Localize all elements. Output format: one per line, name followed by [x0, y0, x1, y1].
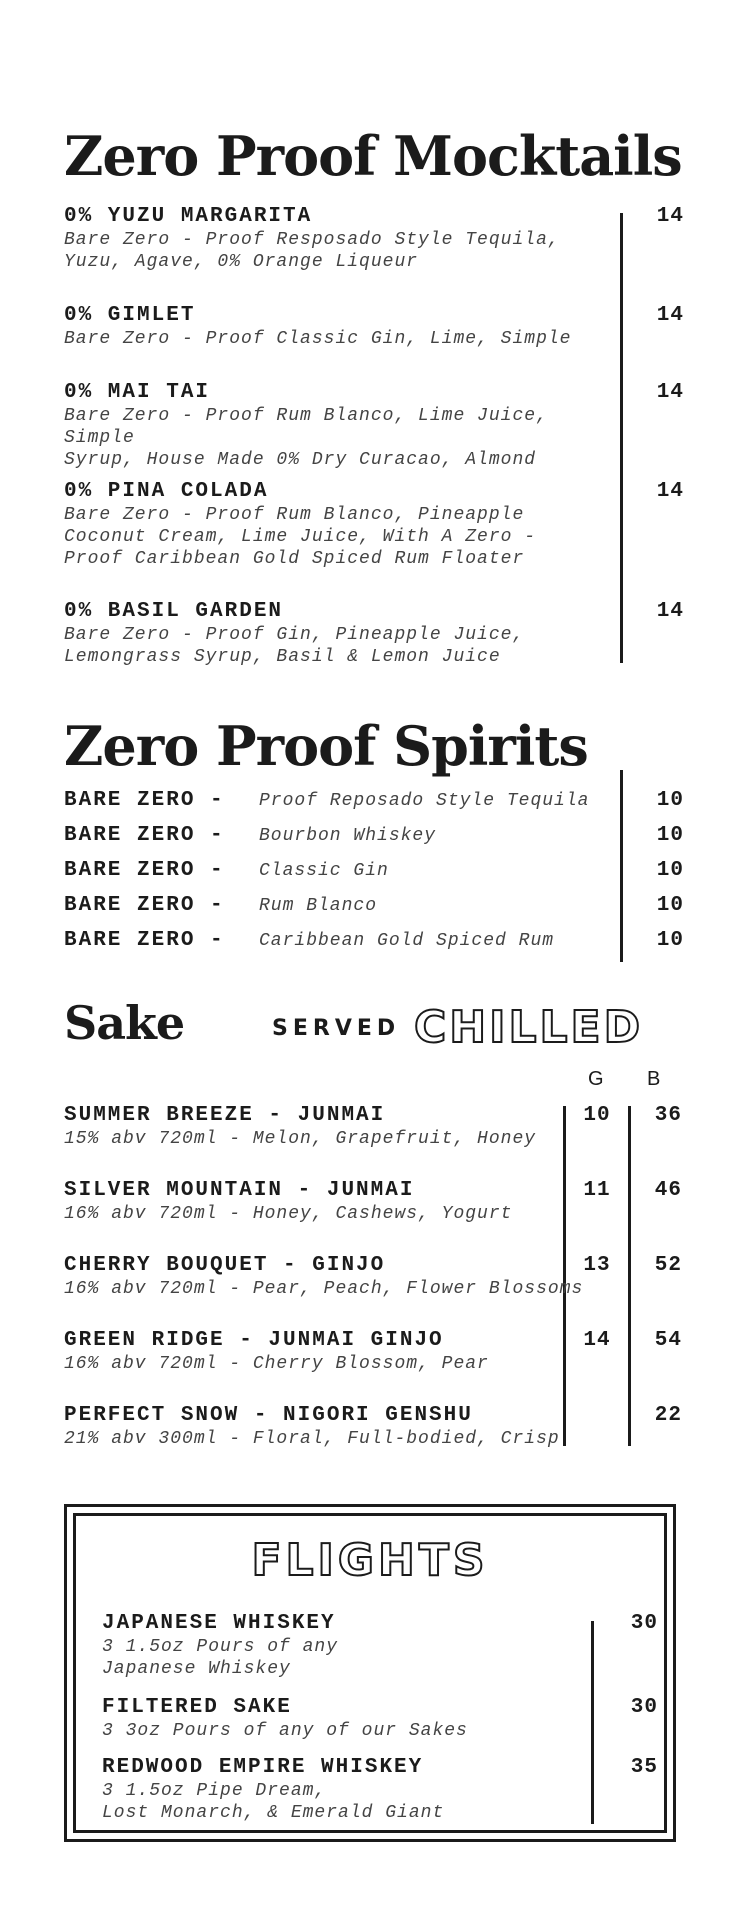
- item-description: Syrup, House Made 0% Dry Curacao, Almond: [64, 450, 537, 470]
- item-description: 3 3oz Pours of any of our Sakes: [102, 1721, 468, 1741]
- item-description: Caribbean Gold Spiced Rum: [259, 931, 555, 951]
- item-price: 14: [656, 205, 684, 228]
- bottle-price: 36: [654, 1104, 682, 1127]
- spirits-list: [64, 789, 684, 964]
- item-name: BARE ZERO -: [64, 789, 225, 812]
- menu-item: [64, 304, 684, 381]
- item-name: BARE ZERO -: [64, 929, 225, 952]
- item-description: Bourbon Whiskey: [259, 826, 437, 846]
- flights-box: [64, 1504, 676, 1842]
- item-name: REDWOOD EMPIRE WHISKEY: [102, 1756, 424, 1779]
- item-name: CHERRY BOUQUET - GINJO: [64, 1254, 386, 1277]
- item-description: 3 1.5oz Pours of any: [102, 1637, 339, 1657]
- item-price: 30: [630, 1696, 658, 1719]
- glass-column-header: G: [588, 1068, 604, 1090]
- glass-price: 10: [583, 1104, 611, 1127]
- menu-item: [64, 1329, 684, 1404]
- item-name: BARE ZERO -: [64, 859, 225, 882]
- item-price: 14: [656, 480, 684, 503]
- menu-item: [64, 1404, 684, 1479]
- mocktails-section-title: Zero Proof Mocktails: [64, 124, 682, 188]
- menu-item: [102, 1756, 658, 1826]
- item-price: 14: [656, 600, 684, 623]
- item-name: PERFECT SNOW - NIGORI GENSHU: [64, 1404, 473, 1427]
- bottle-price: 22: [654, 1404, 682, 1427]
- item-description: 3 1.5oz Pipe Dream,: [102, 1781, 327, 1801]
- sake-section-title: Sake: [64, 996, 185, 1050]
- item-name: 0% MAI TAI: [64, 381, 211, 404]
- flights-inner-border: [73, 1513, 667, 1833]
- item-price: 10: [656, 824, 684, 847]
- item-name: GREEN RIDGE - JUNMAI GINJO: [64, 1329, 444, 1352]
- item-name: 0% YUZU MARGARITA: [64, 205, 313, 228]
- menu-item: [64, 929, 684, 964]
- menu-item: [64, 205, 684, 304]
- glass-price: 14: [583, 1329, 611, 1352]
- served-label: SERVED: [272, 1016, 401, 1041]
- item-description: Coconut Cream, Lime Juice, With A Zero -: [64, 527, 537, 547]
- menu-item: [64, 1179, 684, 1254]
- mocktails-list: [64, 205, 684, 670]
- item-price: 30: [630, 1612, 658, 1635]
- item-description: Bare Zero - Proof Classic Gin, Lime, Simple: [64, 329, 572, 349]
- menu-item: [64, 1254, 684, 1329]
- item-description: Japanese Whiskey: [102, 1659, 291, 1679]
- item-price: 14: [656, 381, 684, 404]
- item-description: 16% abv 720ml - Honey, Cashews, Yogurt: [64, 1204, 513, 1224]
- item-description: Rum Blanco: [259, 896, 378, 916]
- item-description: Bare Zero - Proof Gin, Pineapple Juice,: [64, 625, 525, 645]
- glass-price: 13: [583, 1254, 611, 1277]
- bottle-price: 46: [654, 1179, 682, 1202]
- item-description: 16% abv 720ml - Pear, Peach, Flower Blossoms: [64, 1279, 584, 1299]
- flights-list: [102, 1612, 658, 1826]
- item-name: BARE ZERO -: [64, 824, 225, 847]
- item-description: Bare Zero - Proof Rum Blanco, Pineapple: [64, 505, 525, 525]
- glass-price: 11: [583, 1179, 611, 1202]
- item-description: Lemongrass Syrup, Basil & Lemon Juice: [64, 647, 501, 667]
- menu-item: [64, 381, 684, 480]
- item-description: Classic Gin: [259, 861, 389, 881]
- bottle-price: 52: [654, 1254, 682, 1277]
- item-description: 15% abv 720ml - Melon, Grapefruit, Honey: [64, 1129, 537, 1149]
- bottle-column-header: B: [647, 1068, 661, 1090]
- menu-item: [64, 789, 684, 824]
- menu-item: [64, 600, 684, 670]
- bottle-price: 54: [654, 1329, 682, 1352]
- menu-item: [64, 824, 684, 859]
- item-name: SILVER MOUNTAIN - JUNMAI: [64, 1179, 415, 1202]
- menu-item: [102, 1612, 658, 1696]
- menu-item: [64, 859, 684, 894]
- item-price: 10: [656, 894, 684, 917]
- flights-title: FLIGHTS: [251, 1535, 489, 1586]
- sake-list: [64, 1104, 684, 1479]
- chilled-label: CHILLED: [414, 1002, 644, 1053]
- item-name: SUMMER BREEZE - JUNMAI: [64, 1104, 386, 1127]
- menu-item: [64, 1104, 684, 1179]
- menu-item: [102, 1696, 658, 1756]
- item-price: 10: [656, 859, 684, 882]
- item-name: 0% PINA COLADA: [64, 480, 269, 503]
- item-name: FILTERED SAKE: [102, 1696, 292, 1719]
- item-name: 0% GIMLET: [64, 304, 196, 327]
- item-price: 10: [656, 929, 684, 952]
- item-description: Proof Reposado Style Tequila: [259, 791, 590, 811]
- item-price: 10: [656, 789, 684, 812]
- item-description: Proof Caribbean Gold Spiced Rum Floater: [64, 549, 525, 569]
- spirits-section-title: Zero Proof Spirits: [64, 714, 588, 778]
- item-name: BARE ZERO -: [64, 894, 225, 917]
- item-price: 14: [656, 304, 684, 327]
- item-description: Yuzu, Agave, 0% Orange Liqueur: [64, 252, 419, 272]
- item-name: JAPANESE WHISKEY: [102, 1612, 336, 1635]
- item-price: 35: [630, 1756, 658, 1779]
- item-description: 21% abv 300ml - Floral, Full-bodied, Crisp: [64, 1429, 560, 1449]
- item-description: Bare Zero - Proof Rum Blanco, Lime Juice, Simple: [64, 406, 548, 448]
- item-description: Lost Monarch, & Emerald Giant: [102, 1803, 445, 1823]
- item-description: Bare Zero - Proof Resposado Style Tequila,: [64, 230, 560, 250]
- item-description: 16% abv 720ml - Cherry Blossom, Pear: [64, 1354, 489, 1374]
- menu-item: [64, 894, 684, 929]
- item-name: 0% BASIL GARDEN: [64, 600, 284, 623]
- menu-item: [64, 480, 684, 600]
